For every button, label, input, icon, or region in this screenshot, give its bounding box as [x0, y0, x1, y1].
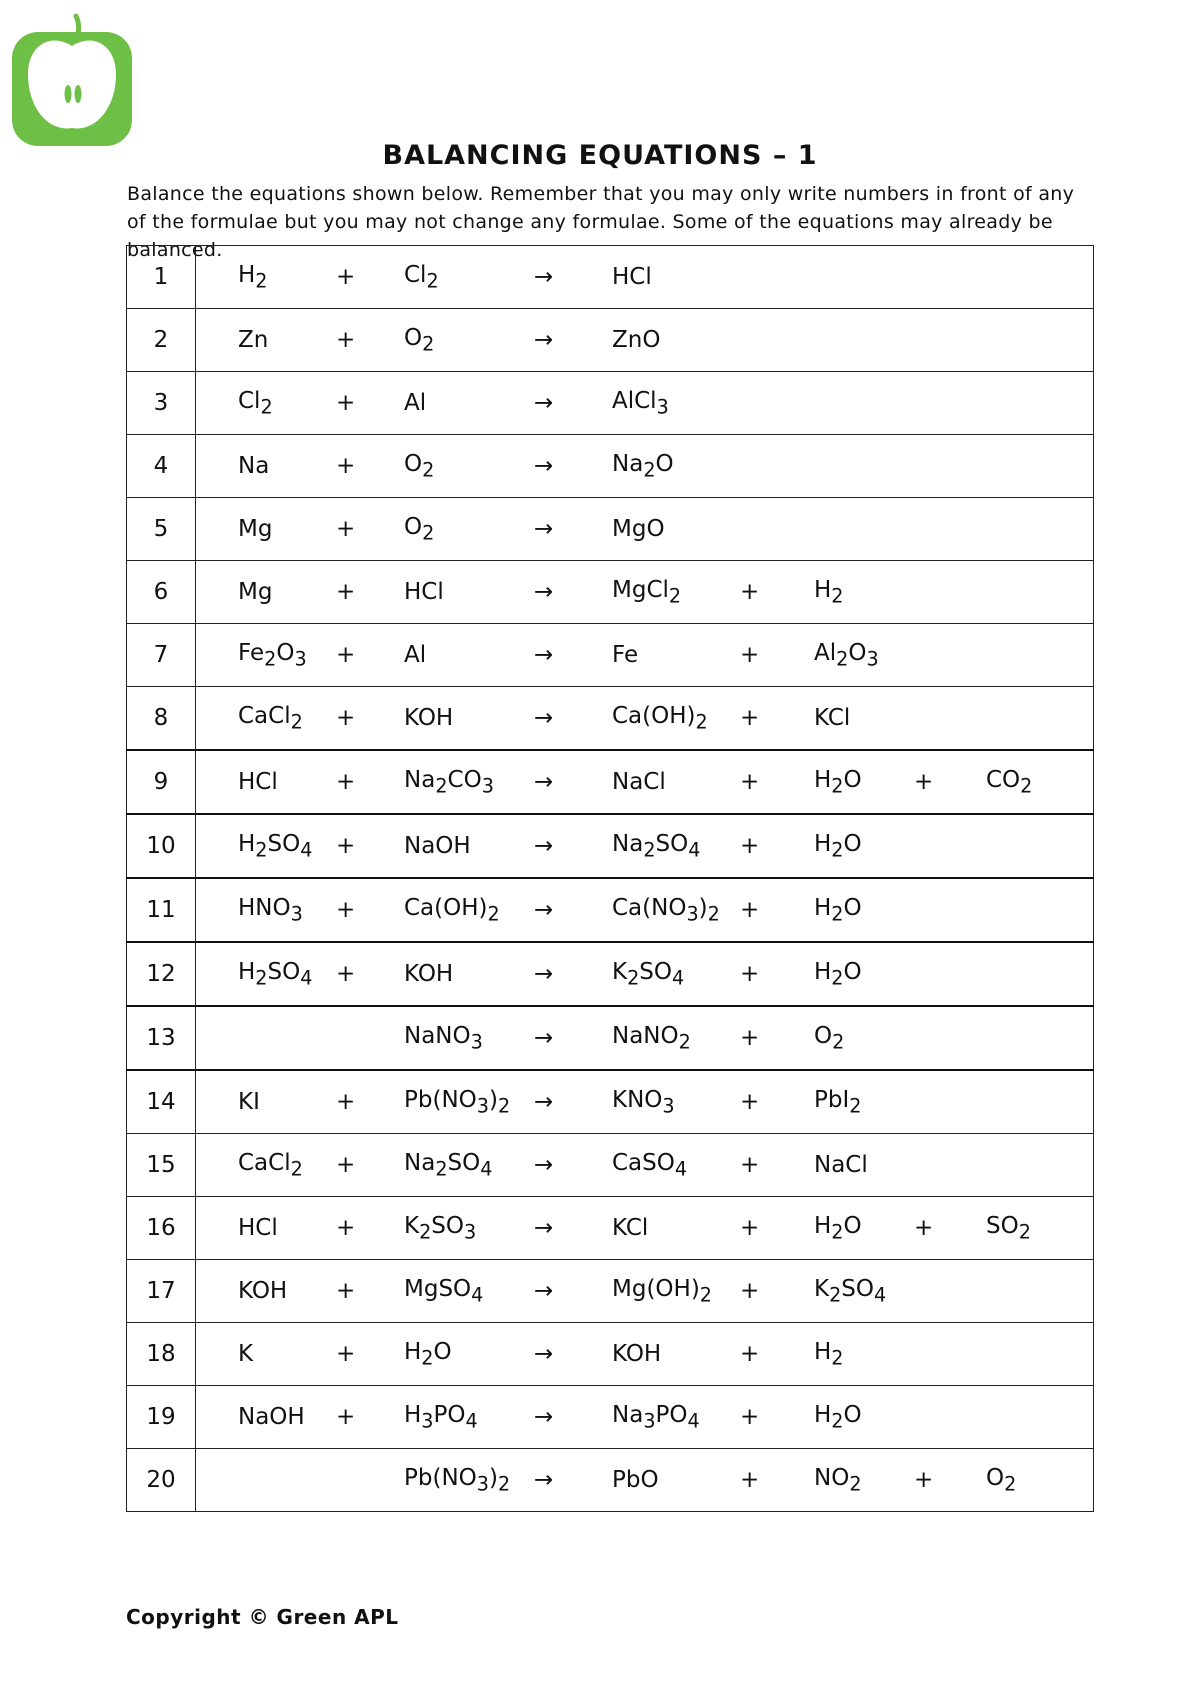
- product-1: $Na_2O$: [612, 435, 740, 498]
- reaction-arrow: →: [534, 435, 612, 498]
- plus-sign: +: [740, 624, 814, 687]
- product-1: HCl: [612, 246, 740, 309]
- reactant-2: HCl: [404, 561, 534, 624]
- reaction-arrow: →: [534, 1260, 612, 1323]
- reactant-2: $Pb(NO_3)_2$: [404, 1070, 534, 1134]
- equation-row-1: [127, 246, 1094, 309]
- reaction-arrow: →: [534, 1134, 612, 1197]
- product-3: [986, 942, 1094, 1006]
- product-3: [986, 1006, 1094, 1070]
- reactant-2: Al: [404, 372, 534, 435]
- equation-number: 20: [127, 1449, 196, 1512]
- product-1: $KNO_3$: [612, 1070, 740, 1134]
- product-3: [986, 878, 1094, 942]
- product-2: $O_2$: [814, 1006, 914, 1070]
- reactant-2: $O_2$: [404, 498, 534, 561]
- product-2: $H_2O$: [814, 878, 914, 942]
- product-3: [986, 372, 1094, 435]
- equation-row-6: [127, 561, 1094, 624]
- equation-number: 18: [127, 1323, 196, 1386]
- reactant-2: Al: [404, 624, 534, 687]
- product-3: [986, 1070, 1094, 1134]
- reaction-arrow: →: [534, 246, 612, 309]
- reactant-1: $Cl_2$: [196, 372, 337, 435]
- reactant-2: $Cl_2$: [404, 246, 534, 309]
- plus-sign: +: [740, 1260, 814, 1323]
- plus-sign: +: [336, 561, 404, 624]
- product-1: $Ca(OH)_2$: [612, 687, 740, 751]
- product-1: $K_2SO_4$: [612, 942, 740, 1006]
- plus-sign: +: [740, 1134, 814, 1197]
- reactant-1: HCl: [196, 1197, 337, 1260]
- plus-sign: +: [336, 246, 404, 309]
- equation-number: 3: [127, 372, 196, 435]
- product-1: $Na_2SO_4$: [612, 814, 740, 878]
- plus-sign: [914, 687, 986, 751]
- reactant-2: $H_3PO_4$: [404, 1386, 534, 1449]
- equation-row-15: [127, 1134, 1094, 1197]
- plus-sign: +: [914, 1197, 986, 1260]
- equation-number: 10: [127, 814, 196, 878]
- equation-number: 16: [127, 1197, 196, 1260]
- plus-sign: [914, 942, 986, 1006]
- plus-sign: [740, 309, 814, 372]
- plus-sign: [914, 1006, 986, 1070]
- reactant-1: $H_2SO_4$: [196, 814, 337, 878]
- plus-sign: +: [336, 1260, 404, 1323]
- product-1: PbO: [612, 1449, 740, 1512]
- product-2: $K_2SO_4$: [814, 1260, 914, 1323]
- product-3: [986, 624, 1094, 687]
- equations-table: [126, 245, 1094, 1512]
- product-1: Fe: [612, 624, 740, 687]
- product-2: $H_2O$: [814, 1386, 914, 1449]
- reactant-1: CaCl$_2$: [196, 1134, 337, 1197]
- plus-sign: +: [740, 1070, 814, 1134]
- plus-sign: [914, 1070, 986, 1134]
- plus-sign: [336, 1449, 404, 1512]
- plus-sign: +: [740, 687, 814, 751]
- plus-sign: +: [336, 309, 404, 372]
- plus-sign: +: [740, 814, 814, 878]
- reactant-2: $Na_2CO_3$: [404, 750, 534, 814]
- equation-row-12: [127, 942, 1094, 1006]
- reactant-1: CaCl$_2$: [196, 687, 337, 751]
- product-3: $O_2$: [986, 1449, 1094, 1512]
- equation-row-5: [127, 498, 1094, 561]
- product-1: NaCl: [612, 750, 740, 814]
- plus-sign: +: [740, 750, 814, 814]
- reaction-arrow: →: [534, 750, 612, 814]
- product-2: [814, 435, 914, 498]
- product-2: $NO_2$: [814, 1449, 914, 1512]
- reaction-arrow: →: [534, 687, 612, 751]
- reactant-1: Na: [196, 435, 337, 498]
- instructions-text: Balance the equations shown below. Remember that you may only write numbers in front of any of the formulae but you may not change any formulae. Some of the equations may already be balanced.: [127, 183, 1075, 261]
- plus-sign: +: [336, 878, 404, 942]
- product-3: [986, 561, 1094, 624]
- copyright-text: Copyright © Green APL: [126, 1605, 399, 1629]
- reactant-1: K: [196, 1323, 337, 1386]
- equation-number: 11: [127, 878, 196, 942]
- equation-row-8: [127, 687, 1094, 751]
- plus-sign: +: [336, 435, 404, 498]
- plus-sign: [914, 814, 986, 878]
- plus-sign: +: [336, 1197, 404, 1260]
- equation-number: 7: [127, 624, 196, 687]
- product-1: CaSO$_4$: [612, 1134, 740, 1197]
- equation-row-13: [127, 1006, 1094, 1070]
- product-2: NaCl: [814, 1134, 914, 1197]
- product-2: [814, 372, 914, 435]
- reactant-1: [196, 1449, 337, 1512]
- reactant-1: $H_2SO_4$: [196, 942, 337, 1006]
- product-2: [814, 246, 914, 309]
- page-title: BALANCING EQUATIONS – 1: [382, 140, 818, 171]
- product-2: $H_2O$: [814, 1197, 914, 1260]
- plus-sign: +: [336, 1134, 404, 1197]
- plus-sign: +: [336, 687, 404, 751]
- product-1: $Mg(OH)_2$: [612, 1260, 740, 1323]
- plus-sign: [914, 561, 986, 624]
- reactant-2: $H_2O$: [404, 1323, 534, 1386]
- plus-sign: +: [336, 1070, 404, 1134]
- reaction-arrow: →: [534, 942, 612, 1006]
- product-2: KCl: [814, 687, 914, 751]
- product-3: $CO_2$: [986, 750, 1094, 814]
- product-1: AlCl$_3$: [612, 372, 740, 435]
- product-3: [986, 1323, 1094, 1386]
- equation-number: 2: [127, 309, 196, 372]
- equation-number: 13: [127, 1006, 196, 1070]
- reaction-arrow: →: [534, 372, 612, 435]
- product-1: $Ca(NO_3)_2$: [612, 878, 740, 942]
- equation-row-16: [127, 1197, 1094, 1260]
- plus-sign: +: [740, 878, 814, 942]
- product-3: [986, 814, 1094, 878]
- plus-sign: +: [336, 372, 404, 435]
- equation-row-17: [127, 1260, 1094, 1323]
- equation-number: 17: [127, 1260, 196, 1323]
- reactant-2: $O_2$: [404, 309, 534, 372]
- reactant-1: HCl: [196, 750, 337, 814]
- equation-row-4: [127, 435, 1094, 498]
- plus-sign: [914, 1323, 986, 1386]
- equation-row-7: [127, 624, 1094, 687]
- product-1: NaNO$_2$: [612, 1006, 740, 1070]
- product-3: [986, 1260, 1094, 1323]
- plus-sign: [914, 372, 986, 435]
- product-1: $Na_3PO_4$: [612, 1386, 740, 1449]
- equation-number: 15: [127, 1134, 196, 1197]
- plus-sign: [914, 435, 986, 498]
- plus-sign: [914, 246, 986, 309]
- equation-row-9: [127, 750, 1094, 814]
- product-3: [986, 687, 1094, 751]
- equation-number: 5: [127, 498, 196, 561]
- product-3: [986, 498, 1094, 561]
- reaction-arrow: →: [534, 1006, 612, 1070]
- reactant-2: $K_2SO_3$: [404, 1197, 534, 1260]
- product-1: KOH: [612, 1323, 740, 1386]
- plus-sign: [740, 372, 814, 435]
- product-3: [986, 309, 1094, 372]
- plus-sign: +: [336, 814, 404, 878]
- plus-sign: [740, 435, 814, 498]
- product-3: [986, 435, 1094, 498]
- plus-sign: [740, 498, 814, 561]
- product-3: [986, 1134, 1094, 1197]
- plus-sign: +: [740, 942, 814, 1006]
- plus-sign: +: [740, 1006, 814, 1070]
- equation-number: 9: [127, 750, 196, 814]
- reactant-1: $Fe_2O_3$: [196, 624, 337, 687]
- plus-sign: [914, 1134, 986, 1197]
- reactant-2: $Na_2SO_4$: [404, 1134, 534, 1197]
- plus-sign: +: [336, 1386, 404, 1449]
- plus-sign: [336, 1006, 404, 1070]
- equation-number: 1: [127, 246, 196, 309]
- product-1: ZnO: [612, 309, 740, 372]
- reactant-2: $Ca(OH)_2$: [404, 878, 534, 942]
- product-2: [814, 309, 914, 372]
- plus-sign: +: [914, 750, 986, 814]
- product-3: $SO_2$: [986, 1197, 1094, 1260]
- plus-sign: +: [336, 624, 404, 687]
- reaction-arrow: →: [534, 1070, 612, 1134]
- green-apple-logo-icon: [10, 12, 134, 148]
- equation-row-19: [127, 1386, 1094, 1449]
- reaction-arrow: →: [534, 624, 612, 687]
- product-2: $H_2O$: [814, 942, 914, 1006]
- plus-sign: +: [740, 1197, 814, 1260]
- plus-sign: +: [740, 1449, 814, 1512]
- reactant-2: MgSO$_4$: [404, 1260, 534, 1323]
- product-2: $H_2$: [814, 561, 914, 624]
- reaction-arrow: →: [534, 561, 612, 624]
- equation-number: 14: [127, 1070, 196, 1134]
- reactant-1: Mg: [196, 561, 337, 624]
- equation-row-18: [127, 1323, 1094, 1386]
- reaction-arrow: →: [534, 309, 612, 372]
- plus-sign: +: [740, 561, 814, 624]
- reactant-1: NaOH: [196, 1386, 337, 1449]
- reactant-1: [196, 1006, 337, 1070]
- product-1: MgCl$_2$: [612, 561, 740, 624]
- plus-sign: +: [914, 1449, 986, 1512]
- plus-sign: +: [336, 942, 404, 1006]
- product-2: $H_2O$: [814, 814, 914, 878]
- plus-sign: +: [740, 1386, 814, 1449]
- reactant-2: NaNO$_3$: [404, 1006, 534, 1070]
- reaction-arrow: →: [534, 814, 612, 878]
- product-2: $Al_2O_3$: [814, 624, 914, 687]
- product-3: [986, 246, 1094, 309]
- product-2: $H_2O$: [814, 750, 914, 814]
- plus-sign: [914, 498, 986, 561]
- reactant-1: $H_2$: [196, 246, 337, 309]
- plus-sign: [914, 878, 986, 942]
- reaction-arrow: →: [534, 1449, 612, 1512]
- plus-sign: [914, 1260, 986, 1323]
- plus-sign: [914, 1386, 986, 1449]
- reactant-1: Zn: [196, 309, 337, 372]
- equation-row-20: [127, 1449, 1094, 1512]
- plus-sign: +: [336, 1323, 404, 1386]
- equation-number: 4: [127, 435, 196, 498]
- reactant-2: NaOH: [404, 814, 534, 878]
- reaction-arrow: →: [534, 498, 612, 561]
- equation-number: 19: [127, 1386, 196, 1449]
- plus-sign: [740, 246, 814, 309]
- equation-number: 8: [127, 687, 196, 751]
- reactant-1: $HNO_3$: [196, 878, 337, 942]
- reaction-arrow: →: [534, 1197, 612, 1260]
- product-2: PbI$_2$: [814, 1070, 914, 1134]
- plus-sign: +: [336, 750, 404, 814]
- product-1: KCl: [612, 1197, 740, 1260]
- plus-sign: [914, 309, 986, 372]
- product-1: MgO: [612, 498, 740, 561]
- equation-number: 12: [127, 942, 196, 1006]
- reaction-arrow: →: [534, 878, 612, 942]
- equation-row-3: [127, 372, 1094, 435]
- plus-sign: [914, 624, 986, 687]
- reactant-2: KOH: [404, 687, 534, 751]
- reactant-2: KOH: [404, 942, 534, 1006]
- product-2: [814, 498, 914, 561]
- reaction-arrow: →: [534, 1386, 612, 1449]
- product-2: $H_2$: [814, 1323, 914, 1386]
- equation-row-14: [127, 1070, 1094, 1134]
- reactant-1: Mg: [196, 498, 337, 561]
- equation-row-2: [127, 309, 1094, 372]
- reactant-2: $Pb(NO_3)_2$: [404, 1449, 534, 1512]
- product-3: [986, 1386, 1094, 1449]
- equation-number: 6: [127, 561, 196, 624]
- equation-row-10: [127, 814, 1094, 878]
- reactant-1: KI: [196, 1070, 337, 1134]
- plus-sign: +: [336, 498, 404, 561]
- equation-row-11: [127, 878, 1094, 942]
- reactant-1: KOH: [196, 1260, 337, 1323]
- reaction-arrow: →: [534, 1323, 612, 1386]
- reactant-2: $O_2$: [404, 435, 534, 498]
- plus-sign: +: [740, 1323, 814, 1386]
